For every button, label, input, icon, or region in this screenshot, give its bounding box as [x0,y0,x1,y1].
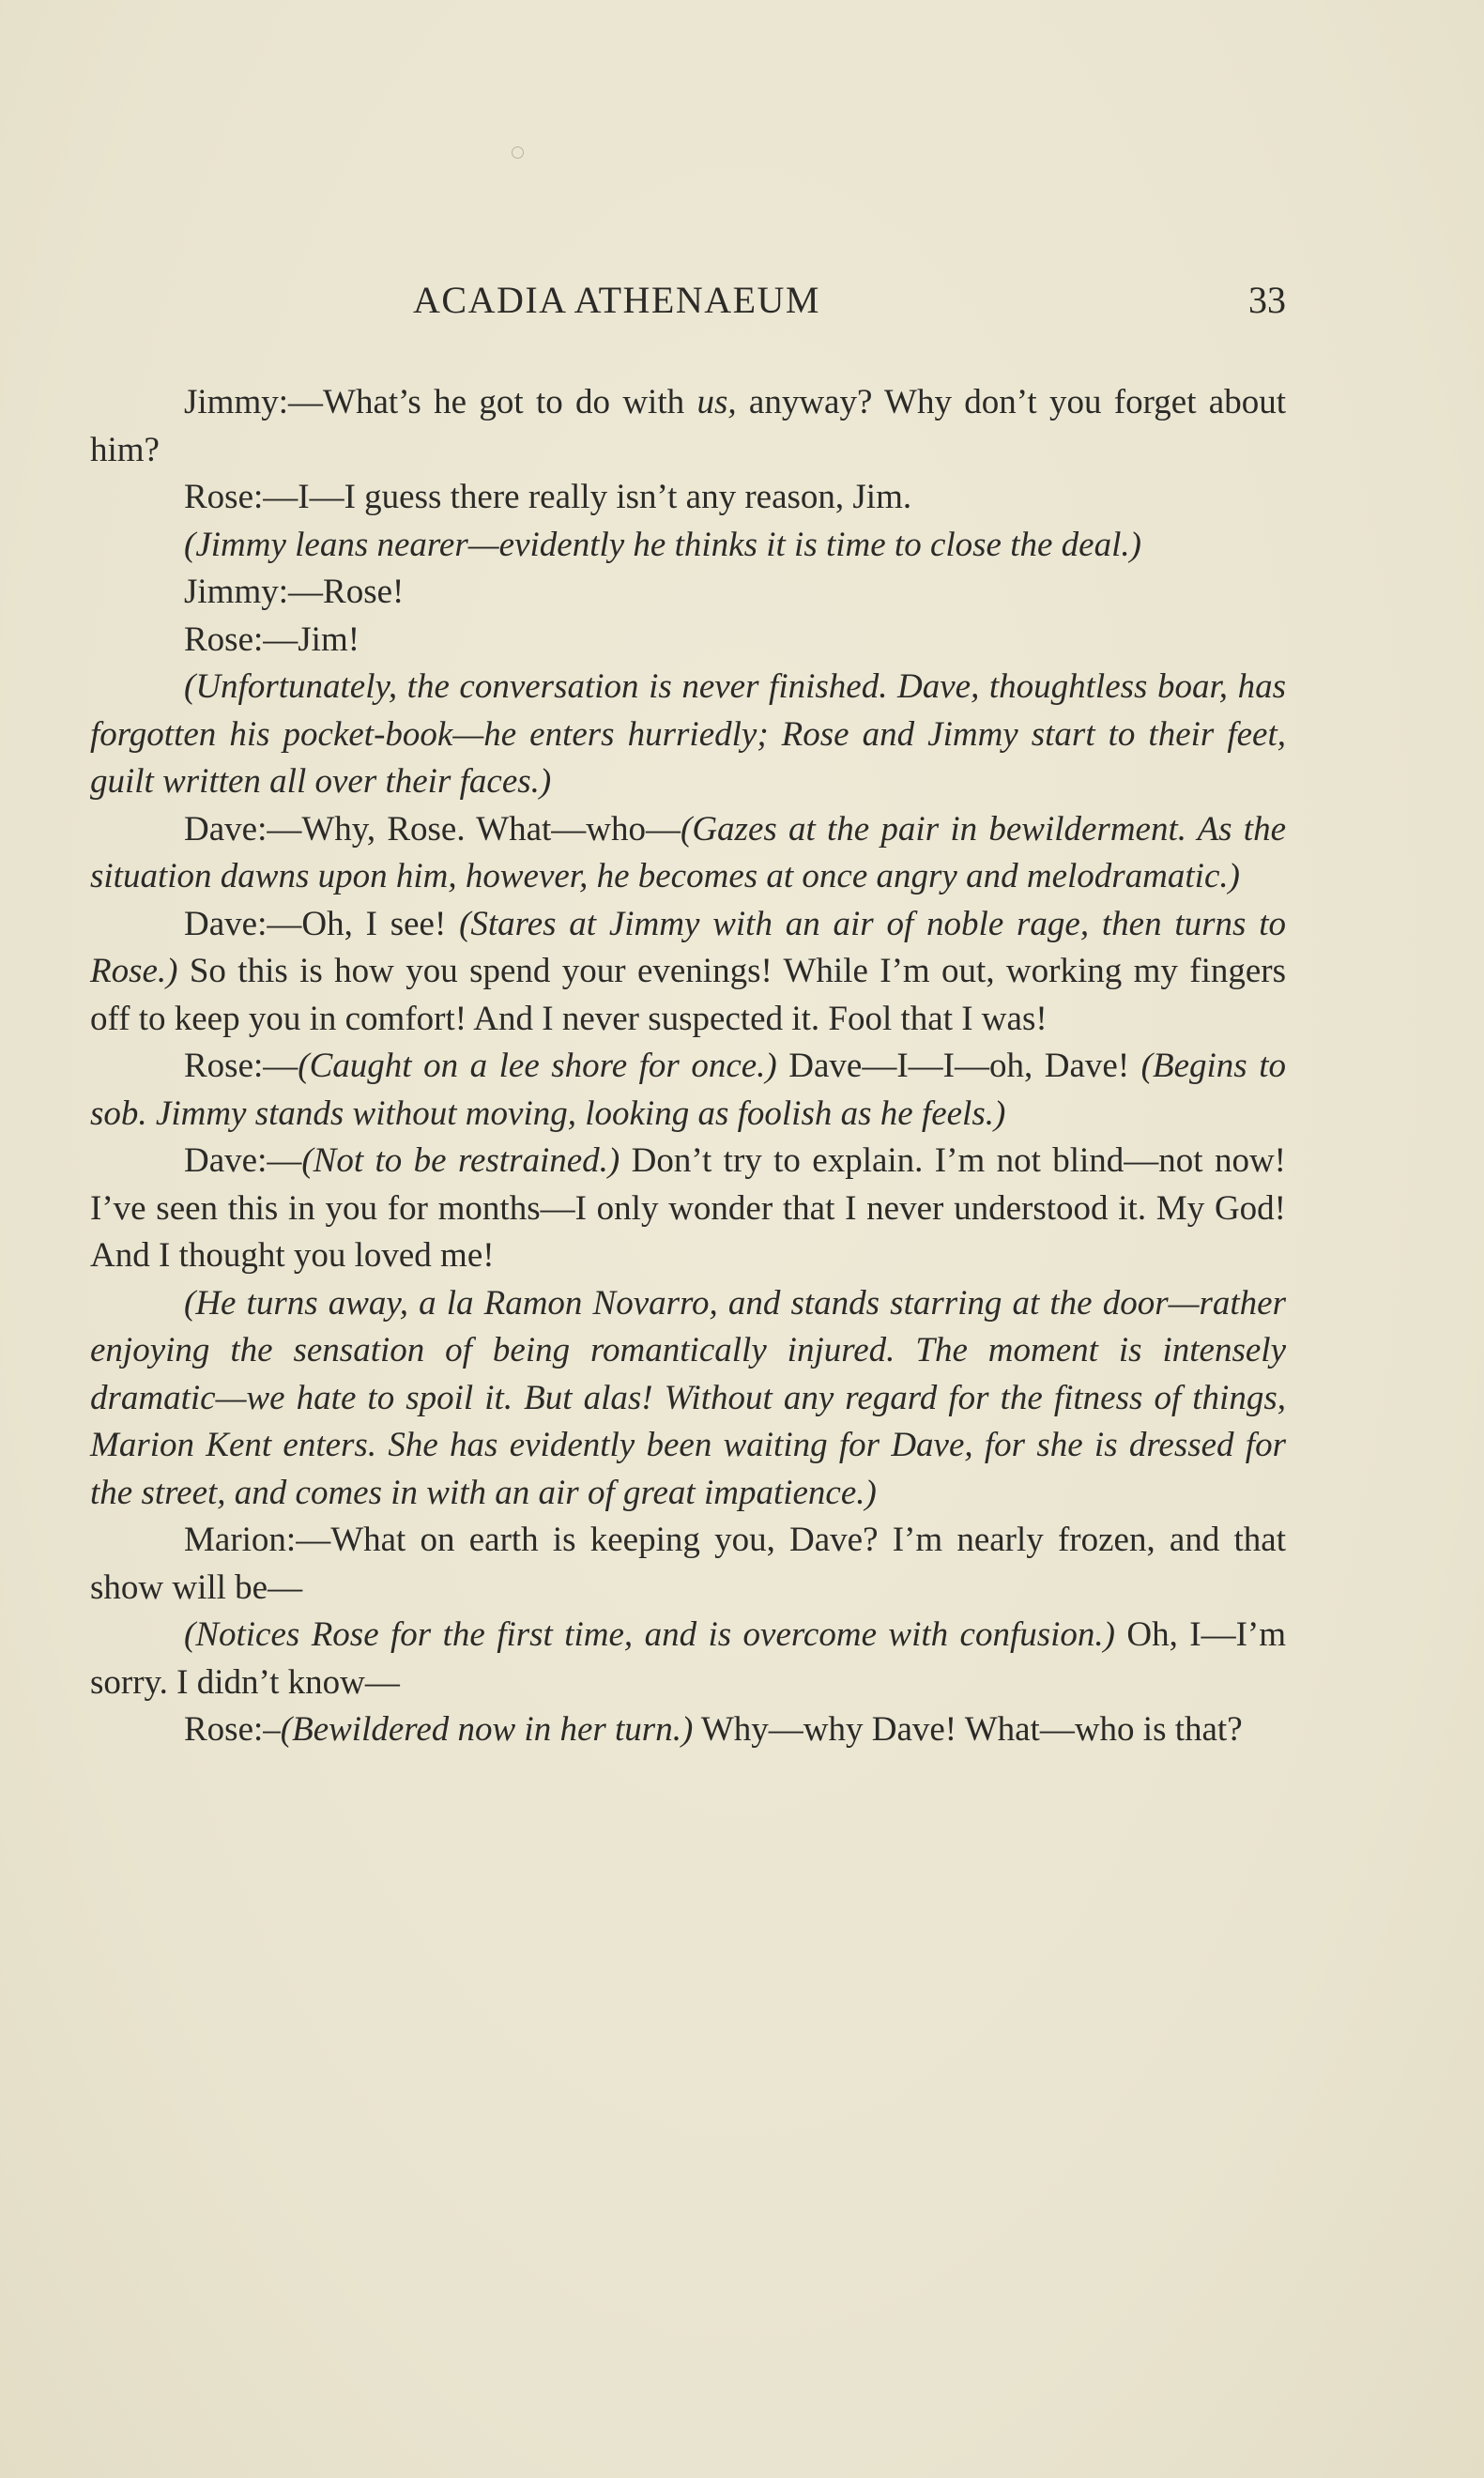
page-number: 33 [1248,279,1286,321]
dialogue-text: Don’t try to explain. I’m not blind—not now! I’ve seen this in you for months—I only wonder that I never understood it. My God! And I thought you loved me! [90,1141,1287,1275]
stage-direction: (Begins to sob. Jimmy stands without moving, looking as foolish as he feels.) [90,1047,1286,1133]
paper-speck-mark [512,146,524,159]
paragraph [90,1612,1286,1706]
dialogue-text: Rose:— [184,1047,298,1085]
stage-direction: (He turns away, a la Ramon Novarro, and stands starring at the door—rather enjoying the sensation of being romantically injured. The moment is intensely dramatic—we hate to spoil it. But alas! Without any regard for the fitness of things, Marion Kent enters. She has evidently been waiting for Dave, for she is dressed for the street, and comes in with an air of great impatience.) [90,1283,1286,1512]
stage-direction: (Unfortunately, the conversation is never finished. Dave, thoughtless boar, has forgotten his pocket-book—he enters hurriedly; Rose and Jimmy start to their feet, guilt written all over their faces.) [90,667,1286,801]
paragraph [90,522,1286,570]
dialogue-text: Dave:—Oh, I see! [184,904,460,943]
dialogue-text: Jimmy:—Rose! [184,573,405,611]
paragraph [90,806,1286,901]
paragraph [90,1280,1286,1518]
dialogue-text: Rose:—Jim! [184,620,360,659]
dialogue-text: Rose:– [184,1710,281,1749]
paragraph [90,1706,1286,1754]
stage-direction: (Bewildered now in her turn.) [280,1710,694,1749]
dialogue-text: Dave:—Why, Rose. What—who— [184,809,681,849]
dialogue-text: Dave:— [184,1141,302,1180]
dialogue-text: Jimmy:—What’s he got to do with [184,383,697,421]
running-head: ACADIA ATHENAEUM [413,279,820,321]
stage-direction: (Stares at Jimmy with an air of noble rage, then turns to Rose.) [90,904,1287,990]
paragraph [90,569,1286,617]
stage-direction: (Not to be restrained.) [301,1141,620,1180]
paragraph [90,617,1286,665]
stage-direction: us, [696,383,737,421]
paragraph [90,1517,1286,1612]
play-dialogue-text [90,379,1286,1754]
paragraph [90,474,1286,522]
paragraph [90,1138,1286,1280]
dialogue-text: So this is how you spend your evenings! While I’m out, working my fingers off to keep you in comfort! And I never suspected it. Fool that I was! [90,952,1286,1038]
paragraph [90,901,1286,1044]
dialogue-text: Oh, I—I’m sorry. I didn’t know— [90,1615,1286,1702]
dialogue-text: Dave—I—I—oh, Dave! [776,1047,1141,1085]
page-header [90,278,1286,327]
stage-direction: (Gazes at the pair in bewilderment. As the situation dawns upon him, however, he becomes at once angry and melodramatic.) [90,809,1286,895]
dialogue-text: Why—why Dave! What—who is that? [693,1710,1243,1749]
paragraph [90,664,1286,806]
stage-direction: (Jimmy leans nearer—evidently he thinks it is time to close the deal.) [184,525,1141,564]
paragraph [90,1043,1286,1138]
paragraph [90,379,1286,474]
dialogue-text: Marion:—What on earth is keeping you, Dave? I’m nearly frozen, and that show will be— [90,1521,1286,1607]
dialogue-text: Rose:—I—I guess there really isn’t any reason, Jim. [184,478,912,516]
stage-direction: (Caught on a lee shore for once.) [298,1047,777,1085]
dialogue-text: anyway? Why don’t you forget about him? [90,383,1286,469]
stage-direction: (Notices Rose for the first time, and is overcome with confusion.) [184,1615,1115,1654]
